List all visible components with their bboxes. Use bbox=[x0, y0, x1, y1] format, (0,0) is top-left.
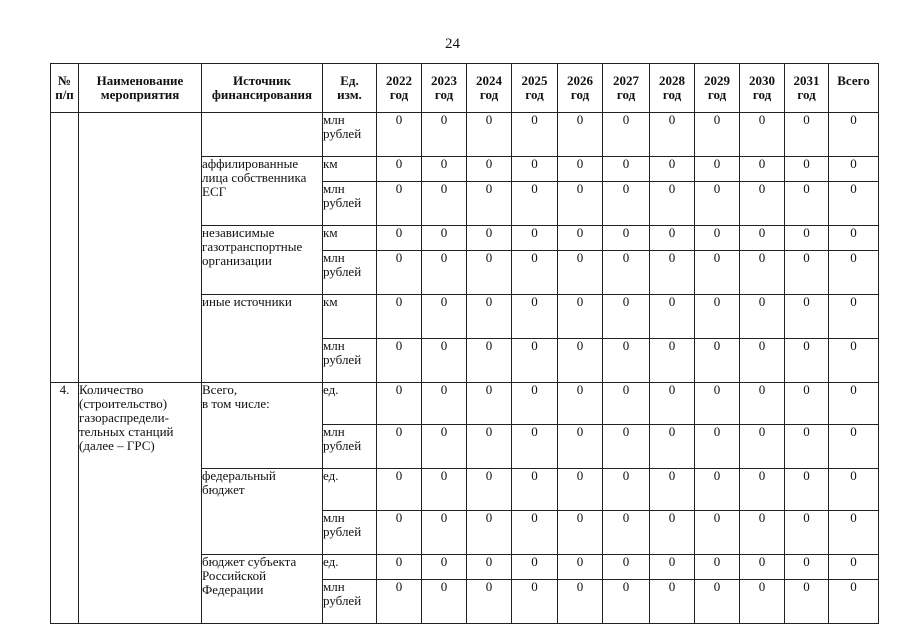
unit-cell: ед. bbox=[323, 383, 377, 425]
unit-cell: км bbox=[323, 226, 377, 251]
value-cell: 0 bbox=[512, 113, 558, 157]
value-cell: 0 bbox=[422, 511, 467, 555]
value-cell: 0 bbox=[377, 157, 422, 182]
value-cell: 0 bbox=[512, 425, 558, 469]
value-cell: 0 bbox=[650, 157, 695, 182]
value-cell: 0 bbox=[650, 469, 695, 511]
value-cell: 0 bbox=[829, 469, 879, 511]
value-cell: 0 bbox=[740, 580, 785, 624]
header-year: 2029 год bbox=[695, 64, 740, 113]
financing-table bbox=[50, 63, 879, 624]
value-cell: 0 bbox=[377, 511, 422, 555]
value-cell: 0 bbox=[829, 555, 879, 580]
value-cell: 0 bbox=[785, 511, 829, 555]
unit-cell: млн рублей bbox=[323, 182, 377, 226]
value-cell: 0 bbox=[740, 157, 785, 182]
source-cell: иные источники bbox=[202, 295, 323, 383]
value-cell: 0 bbox=[467, 226, 512, 251]
table-row bbox=[51, 113, 879, 157]
header-year: 2027 год bbox=[603, 64, 650, 113]
name-cell: Количество (строительство) газораспредели- тельных станций (далее – ГРС) bbox=[79, 383, 202, 624]
value-cell: 0 bbox=[740, 511, 785, 555]
value-cell: 0 bbox=[740, 555, 785, 580]
value-cell: 0 bbox=[740, 251, 785, 295]
unit-cell: ед. bbox=[323, 469, 377, 511]
value-cell: 0 bbox=[558, 113, 603, 157]
unit-cell: км bbox=[323, 157, 377, 182]
value-cell: 0 bbox=[377, 469, 422, 511]
value-cell: 0 bbox=[785, 226, 829, 251]
value-cell: 0 bbox=[829, 182, 879, 226]
value-cell: 0 bbox=[695, 580, 740, 624]
value-cell: 0 bbox=[377, 226, 422, 251]
value-cell: 0 bbox=[422, 226, 467, 251]
value-cell: 0 bbox=[603, 383, 650, 425]
value-cell: 0 bbox=[785, 425, 829, 469]
value-cell: 0 bbox=[603, 157, 650, 182]
value-cell: 0 bbox=[603, 295, 650, 339]
value-cell: 0 bbox=[512, 339, 558, 383]
value-cell: 0 bbox=[558, 383, 603, 425]
value-cell: 0 bbox=[467, 580, 512, 624]
value-cell: 0 bbox=[603, 251, 650, 295]
value-cell: 0 bbox=[740, 295, 785, 339]
value-cell: 0 bbox=[785, 339, 829, 383]
value-cell: 0 bbox=[650, 182, 695, 226]
value-cell: 0 bbox=[558, 555, 603, 580]
page-number: 24 bbox=[445, 36, 460, 52]
value-cell: 0 bbox=[467, 511, 512, 555]
value-cell: 0 bbox=[512, 555, 558, 580]
value-cell: 0 bbox=[377, 182, 422, 226]
value-cell: 0 bbox=[558, 251, 603, 295]
header-unit: Ед. изм. bbox=[323, 64, 377, 113]
value-cell: 0 bbox=[650, 295, 695, 339]
value-cell: 0 bbox=[467, 113, 512, 157]
value-cell: 0 bbox=[512, 226, 558, 251]
value-cell: 0 bbox=[603, 555, 650, 580]
value-cell: 0 bbox=[785, 580, 829, 624]
name-cell bbox=[79, 113, 202, 383]
value-cell: 0 bbox=[785, 182, 829, 226]
value-cell: 0 bbox=[650, 383, 695, 425]
num-cell: 4. bbox=[51, 383, 79, 624]
header-year: 2022 год bbox=[377, 64, 422, 113]
value-cell: 0 bbox=[829, 295, 879, 339]
value-cell: 0 bbox=[377, 295, 422, 339]
header-row bbox=[51, 64, 879, 113]
value-cell: 0 bbox=[785, 113, 829, 157]
value-cell: 0 bbox=[829, 339, 879, 383]
value-cell: 0 bbox=[695, 251, 740, 295]
value-cell: 0 bbox=[829, 157, 879, 182]
value-cell: 0 bbox=[829, 580, 879, 624]
value-cell: 0 bbox=[467, 383, 512, 425]
value-cell: 0 bbox=[512, 469, 558, 511]
unit-cell: млн рублей bbox=[323, 113, 377, 157]
value-cell: 0 bbox=[558, 469, 603, 511]
source-cell: независимые газотранспортные организации bbox=[202, 226, 323, 295]
value-cell: 0 bbox=[603, 113, 650, 157]
value-cell: 0 bbox=[740, 339, 785, 383]
value-cell: 0 bbox=[785, 469, 829, 511]
value-cell: 0 bbox=[650, 555, 695, 580]
value-cell: 0 bbox=[603, 425, 650, 469]
value-cell: 0 bbox=[603, 511, 650, 555]
value-cell: 0 bbox=[377, 383, 422, 425]
header-source: Источник финансирования bbox=[202, 64, 323, 113]
value-cell: 0 bbox=[377, 251, 422, 295]
value-cell: 0 bbox=[829, 511, 879, 555]
value-cell: 0 bbox=[422, 555, 467, 580]
value-cell: 0 bbox=[603, 469, 650, 511]
value-cell: 0 bbox=[829, 113, 879, 157]
value-cell: 0 bbox=[377, 113, 422, 157]
value-cell: 0 bbox=[740, 469, 785, 511]
source-cell bbox=[202, 113, 323, 157]
header-year: 2026 год bbox=[558, 64, 603, 113]
value-cell: 0 bbox=[785, 383, 829, 425]
value-cell: 0 bbox=[422, 425, 467, 469]
header-total: Всего bbox=[829, 64, 879, 113]
value-cell: 0 bbox=[695, 226, 740, 251]
value-cell: 0 bbox=[785, 251, 829, 295]
value-cell: 0 bbox=[695, 339, 740, 383]
value-cell: 0 bbox=[512, 251, 558, 295]
value-cell: 0 bbox=[829, 383, 879, 425]
header-year: 2024 год bbox=[467, 64, 512, 113]
value-cell: 0 bbox=[377, 425, 422, 469]
value-cell: 0 bbox=[512, 295, 558, 339]
source-cell: федеральный бюджет bbox=[202, 469, 323, 555]
value-cell: 0 bbox=[422, 157, 467, 182]
value-cell: 0 bbox=[377, 580, 422, 624]
value-cell: 0 bbox=[695, 555, 740, 580]
value-cell: 0 bbox=[695, 383, 740, 425]
value-cell: 0 bbox=[467, 425, 512, 469]
value-cell: 0 bbox=[467, 469, 512, 511]
value-cell: 0 bbox=[603, 580, 650, 624]
header-year: 2031 год bbox=[785, 64, 829, 113]
value-cell: 0 bbox=[377, 555, 422, 580]
value-cell: 0 bbox=[512, 182, 558, 226]
value-cell: 0 bbox=[558, 511, 603, 555]
value-cell: 0 bbox=[695, 295, 740, 339]
value-cell: 0 bbox=[467, 295, 512, 339]
value-cell: 0 bbox=[558, 425, 603, 469]
value-cell: 0 bbox=[512, 383, 558, 425]
header-name: Наименование мероприятия bbox=[79, 64, 202, 113]
value-cell: 0 bbox=[422, 339, 467, 383]
value-cell: 0 bbox=[740, 425, 785, 469]
source-cell: Всего, в том числе: bbox=[202, 383, 323, 469]
value-cell: 0 bbox=[785, 295, 829, 339]
value-cell: 0 bbox=[650, 339, 695, 383]
value-cell: 0 bbox=[650, 511, 695, 555]
value-cell: 0 bbox=[467, 182, 512, 226]
value-cell: 0 bbox=[512, 511, 558, 555]
value-cell: 0 bbox=[422, 113, 467, 157]
value-cell: 0 bbox=[512, 157, 558, 182]
value-cell: 0 bbox=[467, 555, 512, 580]
source-cell: бюджет субъекта Российской Федерации bbox=[202, 555, 323, 624]
value-cell: 0 bbox=[558, 157, 603, 182]
header-year: 2025 год bbox=[512, 64, 558, 113]
value-cell: 0 bbox=[603, 182, 650, 226]
num-cell bbox=[51, 113, 79, 383]
value-cell: 0 bbox=[695, 511, 740, 555]
table-body bbox=[51, 113, 879, 624]
unit-cell: млн рублей bbox=[323, 339, 377, 383]
value-cell: 0 bbox=[740, 226, 785, 251]
value-cell: 0 bbox=[467, 157, 512, 182]
value-cell: 0 bbox=[558, 295, 603, 339]
header-year: 2023 год bbox=[422, 64, 467, 113]
value-cell: 0 bbox=[467, 339, 512, 383]
value-cell: 0 bbox=[558, 580, 603, 624]
value-cell: 0 bbox=[695, 425, 740, 469]
table-row bbox=[51, 383, 879, 425]
value-cell: 0 bbox=[650, 580, 695, 624]
value-cell: 0 bbox=[422, 295, 467, 339]
value-cell: 0 bbox=[829, 425, 879, 469]
value-cell: 0 bbox=[740, 182, 785, 226]
value-cell: 0 bbox=[785, 157, 829, 182]
value-cell: 0 bbox=[558, 226, 603, 251]
value-cell: 0 bbox=[650, 251, 695, 295]
header-year: 2028 год bbox=[650, 64, 695, 113]
value-cell: 0 bbox=[829, 251, 879, 295]
value-cell: 0 bbox=[650, 226, 695, 251]
value-cell: 0 bbox=[603, 339, 650, 383]
value-cell: 0 bbox=[558, 182, 603, 226]
value-cell: 0 bbox=[422, 251, 467, 295]
value-cell: 0 bbox=[422, 469, 467, 511]
unit-cell: млн рублей bbox=[323, 251, 377, 295]
value-cell: 0 bbox=[512, 580, 558, 624]
value-cell: 0 bbox=[467, 251, 512, 295]
header-num: № п/п bbox=[51, 64, 79, 113]
unit-cell: ед. bbox=[323, 555, 377, 580]
value-cell: 0 bbox=[558, 339, 603, 383]
value-cell: 0 bbox=[695, 182, 740, 226]
unit-cell: млн рублей bbox=[323, 425, 377, 469]
value-cell: 0 bbox=[422, 580, 467, 624]
value-cell: 0 bbox=[695, 469, 740, 511]
value-cell: 0 bbox=[377, 339, 422, 383]
unit-cell: млн рублей bbox=[323, 511, 377, 555]
value-cell: 0 bbox=[785, 555, 829, 580]
value-cell: 0 bbox=[603, 226, 650, 251]
value-cell: 0 bbox=[650, 113, 695, 157]
value-cell: 0 bbox=[695, 157, 740, 182]
value-cell: 0 bbox=[422, 383, 467, 425]
value-cell: 0 bbox=[740, 113, 785, 157]
header-year: 2030 год bbox=[740, 64, 785, 113]
value-cell: 0 bbox=[422, 182, 467, 226]
value-cell: 0 bbox=[829, 226, 879, 251]
unit-cell: млн рублей bbox=[323, 580, 377, 624]
value-cell: 0 bbox=[650, 425, 695, 469]
source-cell: аффилированные лица собственника ЕСГ bbox=[202, 157, 323, 226]
unit-cell: км bbox=[323, 295, 377, 339]
value-cell: 0 bbox=[695, 113, 740, 157]
value-cell: 0 bbox=[740, 383, 785, 425]
